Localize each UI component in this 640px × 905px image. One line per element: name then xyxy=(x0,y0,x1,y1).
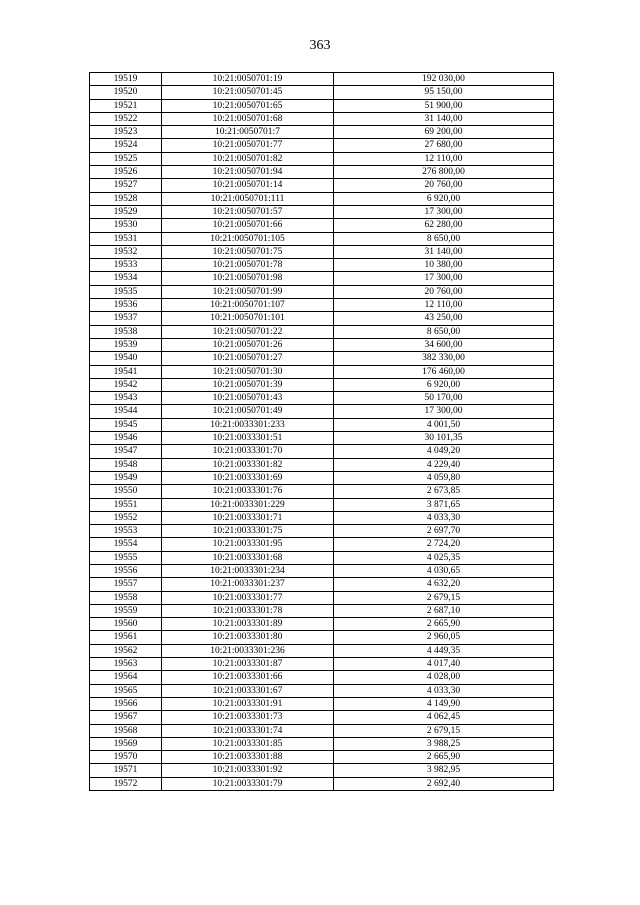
amount-cell: 2 724,20 xyxy=(334,538,554,551)
amount-cell: 17 300,00 xyxy=(334,405,554,418)
row-number-cell: 19560 xyxy=(90,618,162,631)
cadastral-number-cell: 10:21:0033301:69 xyxy=(162,471,334,484)
row-number-cell: 19559 xyxy=(90,604,162,617)
cadastral-number-cell: 10:21:0050701:7 xyxy=(162,126,334,139)
row-number-cell: 19537 xyxy=(90,312,162,325)
amount-cell: 382 330,00 xyxy=(334,352,554,365)
cadastral-number-cell: 10:21:0050701:82 xyxy=(162,152,334,165)
row-number-cell: 19570 xyxy=(90,751,162,764)
cadastral-number-cell: 10:21:0033301:76 xyxy=(162,485,334,498)
table-row xyxy=(90,365,554,378)
cadastral-number-cell: 10:21:0050701:77 xyxy=(162,139,334,152)
amount-cell: 2 692,40 xyxy=(334,777,554,790)
cadastral-number-cell: 10:21:0050701:19 xyxy=(162,73,334,86)
page-number: 363 xyxy=(309,38,331,53)
row-number-cell: 19534 xyxy=(90,272,162,285)
table-row xyxy=(90,764,554,777)
cadastral-number-cell: 10:21:0033301:229 xyxy=(162,498,334,511)
amount-cell: 4 017,40 xyxy=(334,658,554,671)
table-row xyxy=(90,684,554,697)
table-row xyxy=(90,671,554,684)
cadastral-number-cell: 10:21:0033301:51 xyxy=(162,432,334,445)
table-row xyxy=(90,86,554,99)
table-row xyxy=(90,578,554,591)
amount-cell: 4 025,35 xyxy=(334,551,554,564)
cadastral-number-cell: 10:21:0033301:233 xyxy=(162,418,334,431)
table-row xyxy=(90,259,554,272)
cadastral-number-cell: 10:21:0033301:77 xyxy=(162,591,334,604)
row-number-cell: 19526 xyxy=(90,166,162,179)
amount-cell: 2 687,10 xyxy=(334,604,554,617)
cadastral-number-cell: 10:21:0050701:39 xyxy=(162,378,334,391)
row-number-cell: 19565 xyxy=(90,684,162,697)
table-row xyxy=(90,564,554,577)
amount-cell: 4 001,50 xyxy=(334,418,554,431)
cadastral-number-cell: 10:21:0050701:22 xyxy=(162,325,334,338)
table-row xyxy=(90,272,554,285)
table-row xyxy=(90,604,554,617)
table-row xyxy=(90,618,554,631)
row-number-cell: 19538 xyxy=(90,325,162,338)
amount-cell: 3 988,25 xyxy=(334,737,554,750)
cadastral-number-cell: 10:21:0033301:73 xyxy=(162,711,334,724)
amount-cell: 43 250,00 xyxy=(334,312,554,325)
cadastral-number-cell: 10:21:0050701:26 xyxy=(162,338,334,351)
cadastral-number-cell: 10:21:0050701:68 xyxy=(162,112,334,125)
row-number-cell: 19558 xyxy=(90,591,162,604)
amount-cell: 95 150,00 xyxy=(334,86,554,99)
table-row xyxy=(90,166,554,179)
cadastral-number-cell: 10:21:0050701:99 xyxy=(162,285,334,298)
row-number-cell: 19566 xyxy=(90,697,162,710)
row-number-cell: 19569 xyxy=(90,737,162,750)
cadastral-number-cell: 10:21:0033301:89 xyxy=(162,618,334,631)
data-table xyxy=(89,72,554,791)
amount-cell: 4 049,20 xyxy=(334,445,554,458)
row-number-cell: 19549 xyxy=(90,471,162,484)
table-row xyxy=(90,511,554,524)
row-number-cell: 19530 xyxy=(90,219,162,232)
amount-cell: 17 300,00 xyxy=(334,272,554,285)
cadastral-number-cell: 10:21:0050701:43 xyxy=(162,392,334,405)
row-number-cell: 19539 xyxy=(90,338,162,351)
table-row xyxy=(90,299,554,312)
amount-cell: 6 920,00 xyxy=(334,378,554,391)
table-row xyxy=(90,285,554,298)
table-row xyxy=(90,724,554,737)
table-row xyxy=(90,192,554,205)
row-number-cell: 19521 xyxy=(90,99,162,112)
table-row xyxy=(90,631,554,644)
cadastral-number-cell: 10:21:0033301:78 xyxy=(162,604,334,617)
table-row xyxy=(90,751,554,764)
amount-cell: 176 460,00 xyxy=(334,365,554,378)
cadastral-number-cell: 10:21:0050701:65 xyxy=(162,99,334,112)
table-row xyxy=(90,179,554,192)
table-row xyxy=(90,139,554,152)
amount-cell: 12 110,00 xyxy=(334,152,554,165)
table-row xyxy=(90,73,554,86)
amount-cell: 4 033,30 xyxy=(334,511,554,524)
amount-cell: 4 059,80 xyxy=(334,471,554,484)
table-row xyxy=(90,126,554,139)
table-row xyxy=(90,485,554,498)
cadastral-number-cell: 10:21:0033301:85 xyxy=(162,737,334,750)
amount-cell: 50 170,00 xyxy=(334,392,554,405)
cadastral-number-cell: 10:21:0050701:30 xyxy=(162,365,334,378)
row-number-cell: 19571 xyxy=(90,764,162,777)
cadastral-number-cell: 10:21:0050701:45 xyxy=(162,86,334,99)
amount-cell: 276 800,00 xyxy=(334,166,554,179)
table-row xyxy=(90,312,554,325)
amount-cell: 31 140,00 xyxy=(334,245,554,258)
cadastral-number-cell: 10:21:0050701:14 xyxy=(162,179,334,192)
amount-cell: 31 140,00 xyxy=(334,112,554,125)
row-number-cell: 19551 xyxy=(90,498,162,511)
cadastral-number-cell: 10:21:0033301:74 xyxy=(162,724,334,737)
cadastral-number-cell: 10:21:0050701:107 xyxy=(162,299,334,312)
cadastral-number-cell: 10:21:0033301:67 xyxy=(162,684,334,697)
amount-cell: 20 760,00 xyxy=(334,179,554,192)
row-number-cell: 19543 xyxy=(90,392,162,405)
amount-cell: 30 101,35 xyxy=(334,432,554,445)
cadastral-number-cell: 10:21:0050701:111 xyxy=(162,192,334,205)
cadastral-number-cell: 10:21:0033301:236 xyxy=(162,644,334,657)
table-row xyxy=(90,471,554,484)
amount-cell: 3 982,95 xyxy=(334,764,554,777)
row-number-cell: 19550 xyxy=(90,485,162,498)
table-row xyxy=(90,644,554,657)
row-number-cell: 19561 xyxy=(90,631,162,644)
amount-cell: 8 650,00 xyxy=(334,325,554,338)
row-number-cell: 19535 xyxy=(90,285,162,298)
row-number-cell: 19529 xyxy=(90,205,162,218)
cadastral-number-cell: 10:21:0050701:98 xyxy=(162,272,334,285)
cadastral-number-cell: 10:21:0050701:78 xyxy=(162,259,334,272)
row-number-cell: 19547 xyxy=(90,445,162,458)
row-number-cell: 19524 xyxy=(90,139,162,152)
table-row xyxy=(90,338,554,351)
cadastral-number-cell: 10:21:0033301:88 xyxy=(162,751,334,764)
table-row xyxy=(90,245,554,258)
row-number-cell: 19520 xyxy=(90,86,162,99)
table-row xyxy=(90,551,554,564)
amount-cell: 6 920,00 xyxy=(334,192,554,205)
row-number-cell: 19522 xyxy=(90,112,162,125)
amount-cell: 62 280,00 xyxy=(334,219,554,232)
table-row xyxy=(90,591,554,604)
row-number-cell: 19544 xyxy=(90,405,162,418)
cadastral-number-cell: 10:21:0050701:49 xyxy=(162,405,334,418)
table-row xyxy=(90,445,554,458)
table-row xyxy=(90,352,554,365)
table-row xyxy=(90,325,554,338)
table-row xyxy=(90,152,554,165)
amount-cell: 2 697,70 xyxy=(334,525,554,538)
amount-cell: 17 300,00 xyxy=(334,205,554,218)
cadastral-number-cell: 10:21:0033301:68 xyxy=(162,551,334,564)
table-row xyxy=(90,205,554,218)
table-row xyxy=(90,658,554,671)
amount-cell: 192 030,00 xyxy=(334,73,554,86)
table-row xyxy=(90,538,554,551)
table-row xyxy=(90,458,554,471)
cadastral-number-cell: 10:21:0050701:101 xyxy=(162,312,334,325)
row-number-cell: 19554 xyxy=(90,538,162,551)
table-body xyxy=(90,73,554,791)
row-number-cell: 19553 xyxy=(90,525,162,538)
amount-cell: 8 650,00 xyxy=(334,232,554,245)
row-number-cell: 19528 xyxy=(90,192,162,205)
cadastral-number-cell: 10:21:0033301:87 xyxy=(162,658,334,671)
table-row xyxy=(90,112,554,125)
row-number-cell: 19519 xyxy=(90,73,162,86)
cadastral-number-cell: 10:21:0033301:91 xyxy=(162,697,334,710)
amount-cell: 4 149,90 xyxy=(334,697,554,710)
amount-cell: 51 900,00 xyxy=(334,99,554,112)
table-row xyxy=(90,737,554,750)
row-number-cell: 19533 xyxy=(90,259,162,272)
cadastral-number-cell: 10:21:0033301:79 xyxy=(162,777,334,790)
row-number-cell: 19548 xyxy=(90,458,162,471)
cadastral-number-cell: 10:21:0050701:66 xyxy=(162,219,334,232)
cadastral-number-cell: 10:21:0050701:105 xyxy=(162,232,334,245)
table-row xyxy=(90,378,554,391)
row-number-cell: 19555 xyxy=(90,551,162,564)
amount-cell: 4 033,30 xyxy=(334,684,554,697)
amount-cell: 12 110,00 xyxy=(334,299,554,312)
amount-cell: 4 028,00 xyxy=(334,671,554,684)
row-number-cell: 19556 xyxy=(90,564,162,577)
table-row xyxy=(90,777,554,790)
cadastral-number-cell: 10:21:0033301:75 xyxy=(162,525,334,538)
row-number-cell: 19527 xyxy=(90,179,162,192)
table-row xyxy=(90,99,554,112)
cadastral-number-cell: 10:21:0033301:92 xyxy=(162,764,334,777)
amount-cell: 4 632,20 xyxy=(334,578,554,591)
row-number-cell: 19557 xyxy=(90,578,162,591)
table-row xyxy=(90,219,554,232)
row-number-cell: 19541 xyxy=(90,365,162,378)
row-number-cell: 19531 xyxy=(90,232,162,245)
row-number-cell: 19546 xyxy=(90,432,162,445)
amount-cell: 4 030,65 xyxy=(334,564,554,577)
row-number-cell: 19552 xyxy=(90,511,162,524)
amount-cell: 2 665,90 xyxy=(334,751,554,764)
row-number-cell: 19540 xyxy=(90,352,162,365)
row-number-cell: 19542 xyxy=(90,378,162,391)
cadastral-number-cell: 10:21:0033301:82 xyxy=(162,458,334,471)
cadastral-number-cell: 10:21:0033301:70 xyxy=(162,445,334,458)
table-row xyxy=(90,432,554,445)
table-row xyxy=(90,232,554,245)
table-row xyxy=(90,525,554,538)
amount-cell: 3 871,65 xyxy=(334,498,554,511)
cadastral-number-cell: 10:21:0050701:27 xyxy=(162,352,334,365)
amount-cell: 20 760,00 xyxy=(334,285,554,298)
amount-cell: 10 380,00 xyxy=(334,259,554,272)
row-number-cell: 19536 xyxy=(90,299,162,312)
amount-cell: 2 665,90 xyxy=(334,618,554,631)
amount-cell: 2 679,15 xyxy=(334,591,554,604)
table-row xyxy=(90,418,554,431)
cadastral-number-cell: 10:21:0033301:80 xyxy=(162,631,334,644)
row-number-cell: 19532 xyxy=(90,245,162,258)
cadastral-number-cell: 10:21:0050701:94 xyxy=(162,166,334,179)
amount-cell: 69 200,00 xyxy=(334,126,554,139)
amount-cell: 4 449,35 xyxy=(334,644,554,657)
table-row xyxy=(90,405,554,418)
row-number-cell: 19568 xyxy=(90,724,162,737)
cadastral-number-cell: 10:21:0033301:237 xyxy=(162,578,334,591)
row-number-cell: 19572 xyxy=(90,777,162,790)
table-row xyxy=(90,697,554,710)
cadastral-number-cell: 10:21:0050701:75 xyxy=(162,245,334,258)
table-row xyxy=(90,711,554,724)
row-number-cell: 19545 xyxy=(90,418,162,431)
cadastral-number-cell: 10:21:0033301:71 xyxy=(162,511,334,524)
table-row xyxy=(90,392,554,405)
row-number-cell: 19563 xyxy=(90,658,162,671)
amount-cell: 4 229,40 xyxy=(334,458,554,471)
amount-cell: 2 673,85 xyxy=(334,485,554,498)
amount-cell: 2 679,15 xyxy=(334,724,554,737)
cadastral-number-cell: 10:21:0033301:95 xyxy=(162,538,334,551)
amount-cell: 27 680,00 xyxy=(334,139,554,152)
row-number-cell: 19523 xyxy=(90,126,162,139)
amount-cell: 34 600,00 xyxy=(334,338,554,351)
amount-cell: 4 062,45 xyxy=(334,711,554,724)
cadastral-number-cell: 10:21:0033301:234 xyxy=(162,564,334,577)
table-row xyxy=(90,498,554,511)
cadastral-number-cell: 10:21:0033301:66 xyxy=(162,671,334,684)
amount-cell: 2 960,05 xyxy=(334,631,554,644)
row-number-cell: 19564 xyxy=(90,671,162,684)
cadastral-number-cell: 10:21:0050701:57 xyxy=(162,205,334,218)
row-number-cell: 19562 xyxy=(90,644,162,657)
row-number-cell: 19567 xyxy=(90,711,162,724)
row-number-cell: 19525 xyxy=(90,152,162,165)
